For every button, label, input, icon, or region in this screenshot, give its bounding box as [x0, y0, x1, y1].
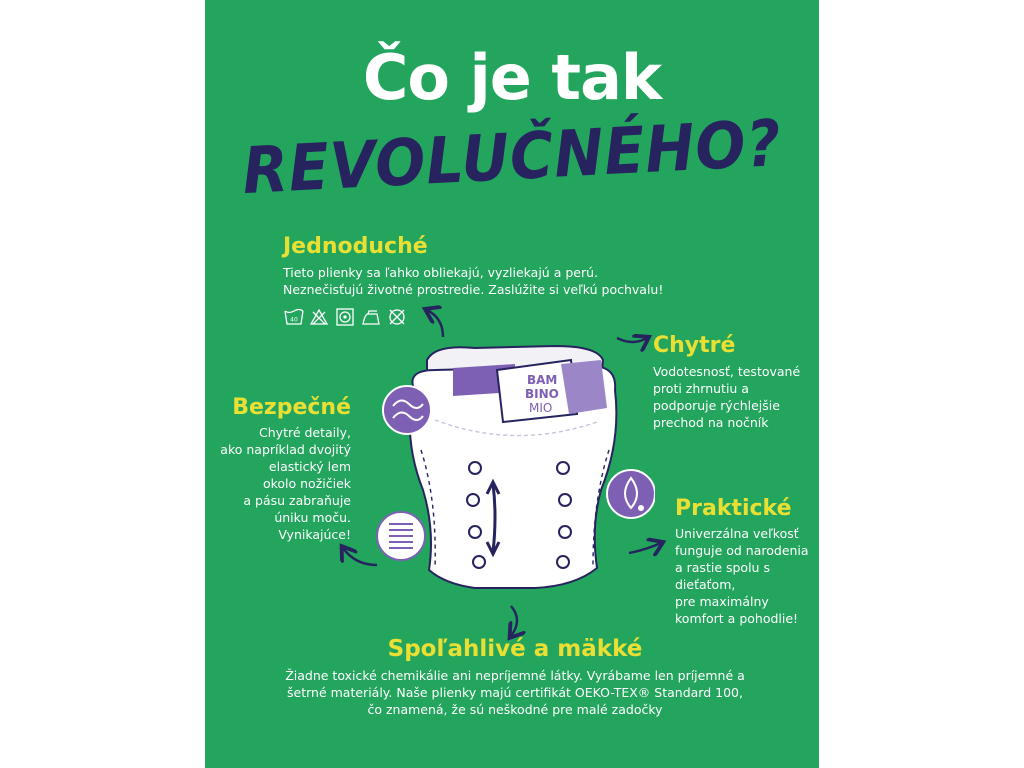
text-spolahlive-3: čo znamená, že sú neškodné pre malé zadočky: [367, 702, 663, 717]
text-spolahlive-1: Žiadne toxické chemikálie ani nepríjemné látky. Vyrábame len príjemné a: [285, 668, 745, 683]
brand-line-2: BINO: [525, 387, 559, 401]
elastic-badge-icon: [377, 512, 425, 560]
text-prakticke-4: dieťaťom,: [675, 577, 736, 592]
text-bezpecne-2: ako napríklad dvojitý: [220, 442, 351, 457]
poster: [205, 0, 819, 768]
text-bezpecne-5: a pásu zabraňuje: [243, 493, 351, 508]
heading-prakticke: Praktické: [675, 496, 792, 521]
text-prakticke-1: Univerzálna veľkosť: [675, 526, 799, 541]
heading-bezpecne: Bezpečné: [232, 395, 351, 420]
arrow-spolahlive: [511, 606, 517, 636]
text-prakticke-2: funguje od narodenia: [675, 543, 809, 558]
fabric-badge-icon: [383, 386, 431, 434]
text-bezpecne-3: elastický lem: [268, 459, 351, 474]
text-prakticke-5: pre maximálny: [675, 594, 769, 609]
water-drop-badge-icon: [607, 470, 655, 518]
text-prakticke-6: komfort a pohodlie!: [675, 611, 799, 626]
heading-chytre: Chytré: [653, 333, 736, 358]
text-prakticke-3: a rastie spolu s: [675, 560, 770, 575]
diaper-illustration: [365, 330, 655, 610]
text-chytre-3: podporuje rýchlejšie: [653, 398, 780, 413]
text-chytre-1: Vodotesnosť, testované: [653, 364, 801, 379]
text-bezpecne-1: Chytré detaily,: [259, 425, 351, 440]
title-line-1: Čo je tak: [362, 41, 662, 114]
heading-spolahlive: Spoľahlivé a mäkké: [387, 636, 643, 662]
brand-line-1: BAM: [527, 373, 558, 387]
text-jednoduche-1: Tieto plienky sa ľahko obliekajú, vyzliekajú a perú.: [283, 265, 598, 280]
heading-jednoduche: Jednoduché: [283, 234, 428, 259]
wash-temp: 40: [290, 316, 298, 324]
brand-line-3: MIO: [529, 401, 553, 415]
text-chytre-4: prechod na nočník: [653, 415, 769, 430]
text-bezpecne-4: okolo nožičiek: [262, 476, 351, 491]
text-jednoduche-2: Neznečisťujú životné prostredie. Zaslúžite si veľkú pochvalu!: [283, 282, 664, 297]
title-line-2: REVOLUČNÉHO?: [240, 106, 784, 210]
text-chytre-2: proti zhrnutiu a: [653, 381, 749, 396]
text-bezpecne-7: Vynikajúce!: [278, 527, 351, 542]
text-bezpecne-6: úniku moču.: [274, 510, 351, 525]
text-spolahlive-2: šetrné materiály. Naše plienky majú certifikát OEKO-TEX® Standard 100,: [287, 685, 743, 700]
